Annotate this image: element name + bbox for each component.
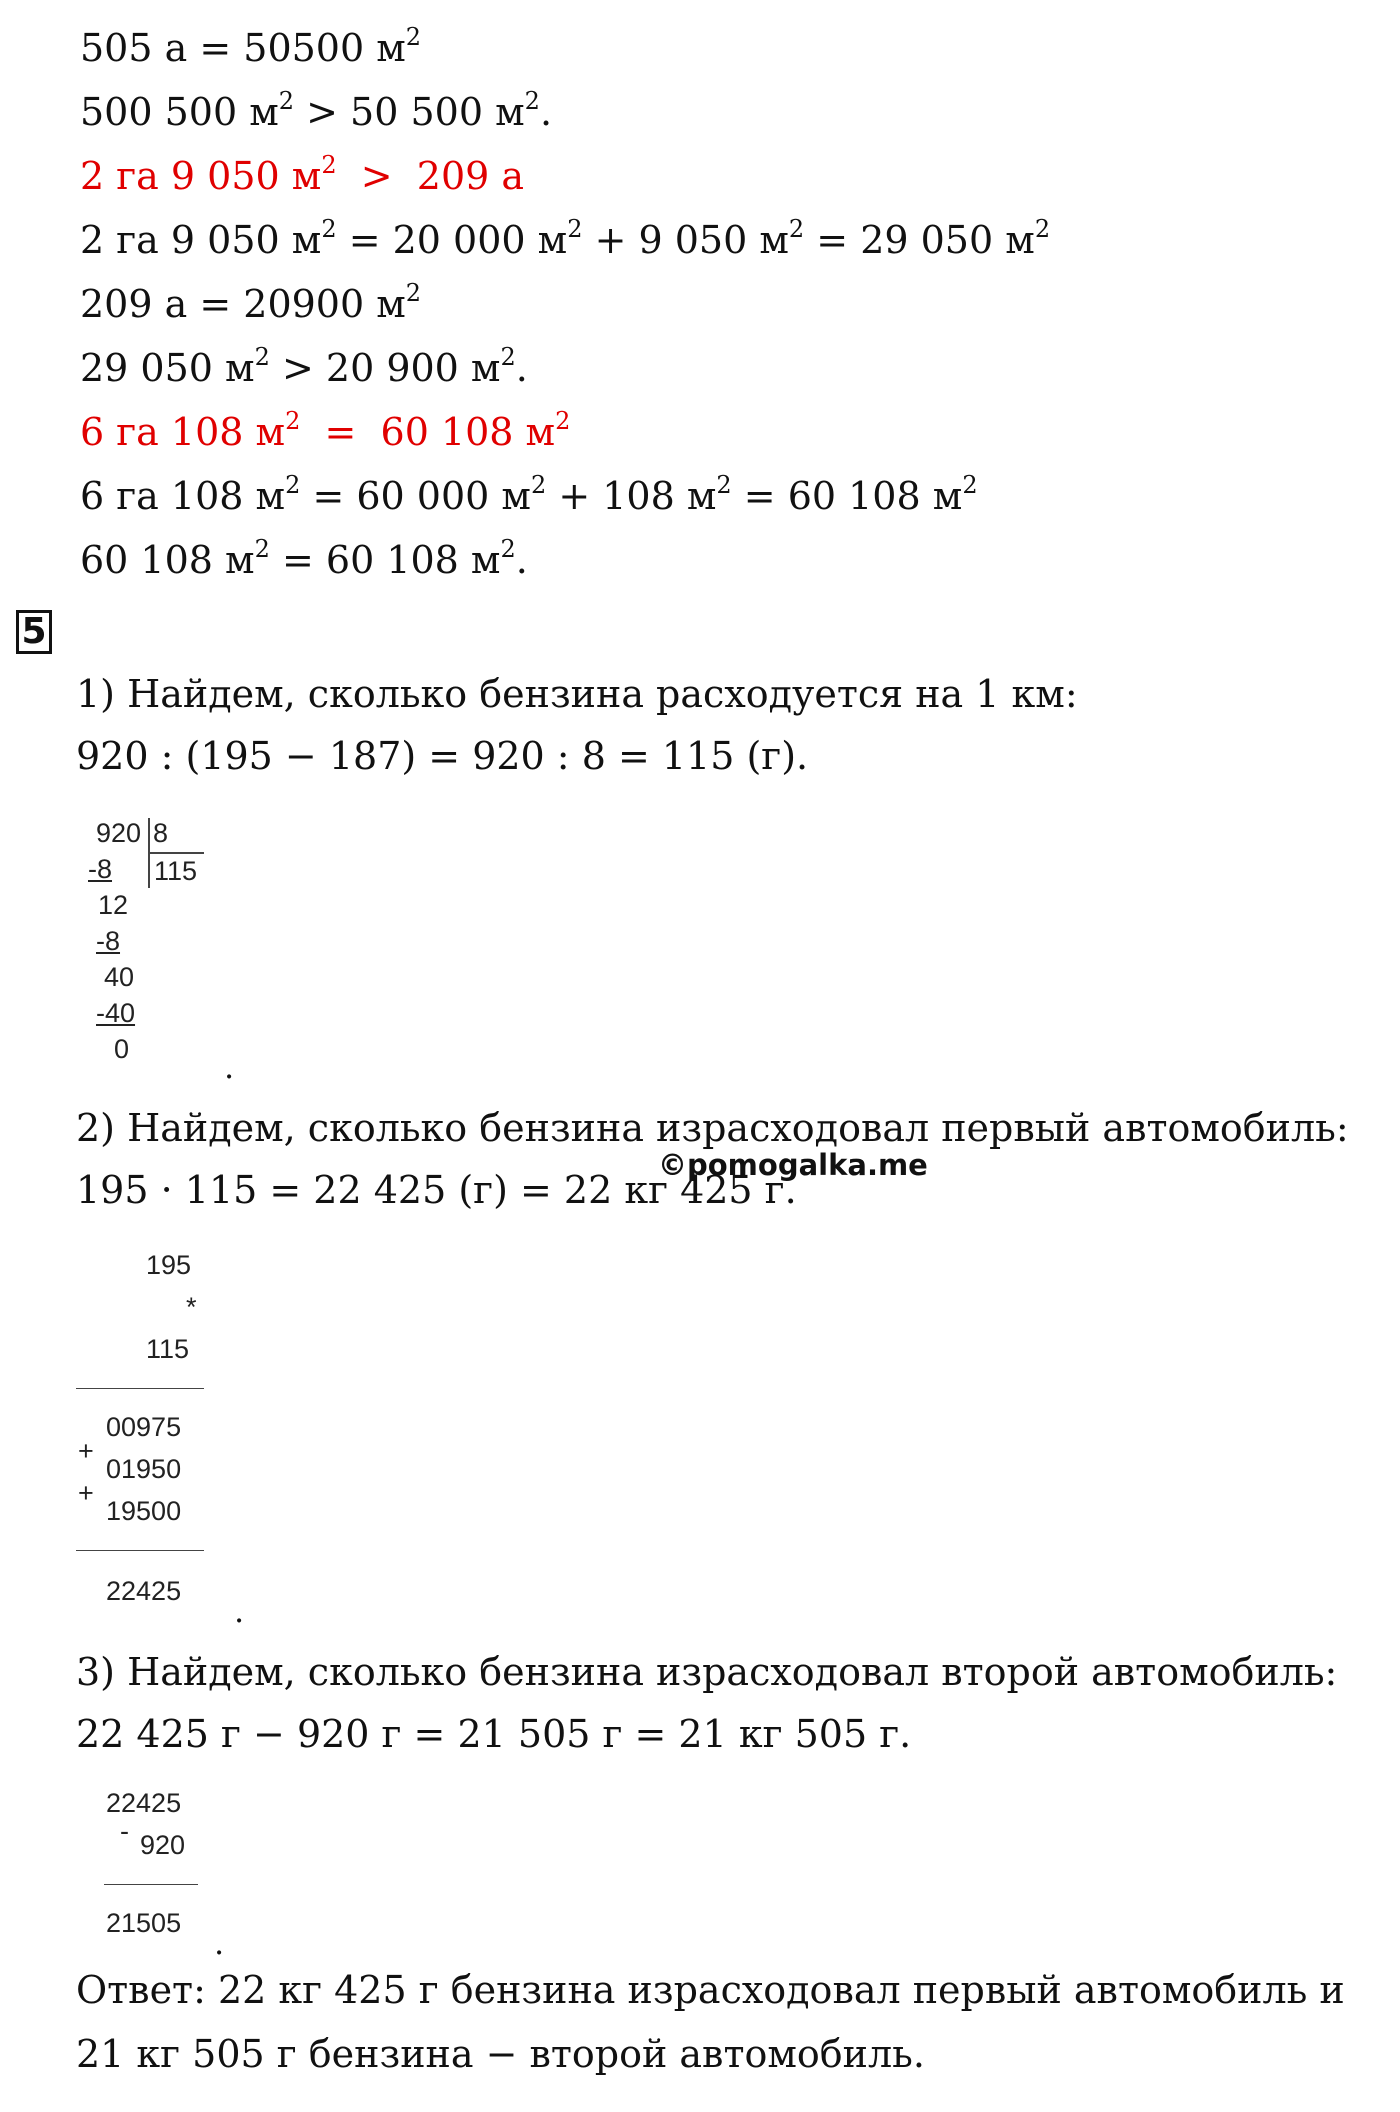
eq-line-7-highlight: 6 га 108 $м^2 = 60$ 108 $м^2$ — [80, 407, 571, 454]
eq-line-9: 60 108 $м^2 = 60$ 108 $м^2$. — [80, 535, 528, 582]
task-number-badge: 5 — [16, 610, 52, 654]
answer-line-1: Ответ: 22 кг 425 г бензина израсходовал первый автомобиль и — [76, 1968, 1345, 2012]
mul-p2: 01950 — [106, 1454, 182, 1484]
answer-line-2: 21 кг 505 г бензина − второй автомобиль. — [76, 2032, 925, 2076]
div-r1: -8 — [88, 854, 113, 884]
step-3-text: 3) Найдем, сколько бензина израсходовал второй автомобиль: — [76, 1650, 1338, 1694]
step-2-text: 2) Найдем, сколько бензина израсходовал первый автомобиль: — [76, 1106, 1349, 1150]
div-dot: . — [224, 1048, 235, 1086]
sub-minus: - — [120, 1816, 129, 1846]
mul-p1: 00975 — [106, 1412, 182, 1442]
eq-line-8: 6 га 108 $м^2 = 60$ 000 $м^2 + 108$ $м^2 = 60$ 108 $м^2$ — [80, 471, 978, 518]
eq-line-1: 505 а = 50500 $м^2$ — [80, 23, 422, 70]
mul-dot: . — [234, 1592, 245, 1630]
sub-dot: . — [214, 1924, 225, 1962]
div-r5: -40 — [96, 998, 136, 1028]
mul-plus-1: + — [78, 1436, 94, 1466]
step-1-text: 1) Найдем, сколько бензина расходуется на 1 км: — [76, 672, 1078, 716]
sub-b: 920 — [140, 1830, 186, 1860]
div-r3: -8 — [96, 926, 121, 956]
eq-line-6: 29 050 $м^2 > 20$ 900 $м^2$. — [80, 343, 528, 390]
div-r6: 0 — [114, 1034, 130, 1064]
mul-plus-2: + — [78, 1478, 94, 1508]
sub-result: 21505 — [106, 1908, 182, 1938]
step-3-calc: 22 425 г − 920 г = 21 505 г = 21 кг 505 г. — [76, 1712, 912, 1756]
eq-line-3-highlight: 2 га 9 050 $м^2 > 209$ а — [80, 151, 525, 198]
div-dividend: 920 — [96, 818, 142, 848]
sub-a: 22425 — [106, 1788, 182, 1818]
mul-op: * — [186, 1292, 197, 1322]
div-r4: 40 — [104, 962, 135, 992]
watermark: ©pomogalka.me — [658, 1148, 928, 1182]
eq-line-5: 209 а = 20900 $м^2$ — [80, 279, 422, 326]
step-2-calc: 195 · 115 = 22 425 (г) = 22 кг 425 г. — [76, 1168, 797, 1212]
div-r2: 12 — [98, 890, 129, 920]
eq-line-4: 2 га 9 050 $м^2 = 20$ 000 $м^2 + 9$ 050 $м^2 = 29$ 050 $м^2$ — [80, 215, 1051, 262]
div-divisor: 8 — [153, 818, 169, 848]
eq-line-2: 500 500 $м^2 > 50$ 500 $м^2$. — [80, 87, 553, 134]
mul-a: 195 — [146, 1250, 192, 1280]
step-1-calc: 920 : (195 − 187) = 920 : 8 = 115 (г). — [76, 734, 809, 778]
mul-b: 115 — [146, 1334, 190, 1364]
mul-p3: 19500 — [106, 1496, 182, 1526]
div-quotient: 115 — [154, 856, 198, 886]
mul-result: 22425 — [106, 1576, 182, 1606]
